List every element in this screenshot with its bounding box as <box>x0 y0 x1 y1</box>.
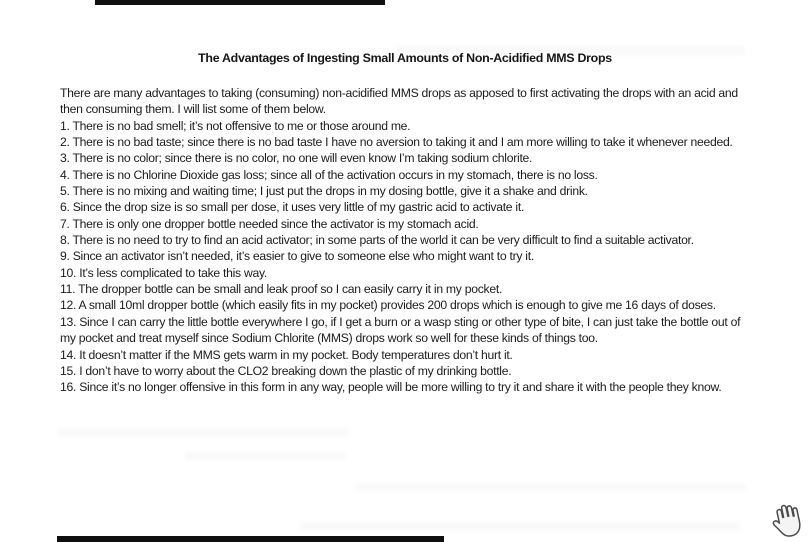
ghost-smudge <box>355 483 745 491</box>
text-line: 16. Since it’s no longer offensive in this form in any way, people will be more willing to try it and share it with the people they know. <box>60 380 722 395</box>
text-line: 7. There is only one dropper bottle needed since the activator is my stomach acid. <box>60 216 479 231</box>
text-line: my pocket and treat myself since Sodium Chlorite (MMS) drops work so well for these kinds of things too. <box>60 331 598 346</box>
text-line: 1. There is no bad smell; it’s not offensive to me or those around me. <box>60 118 411 133</box>
text-line: 4. There is no Chlorine Dioxide gas loss; since all of the activation occurs in my stomach, there is no loss. <box>60 167 598 182</box>
text-line: 6. Since the drop size is so small per dose, it uses very little of my gastric acid to activate it. <box>60 200 525 215</box>
text-line: 2. There is no bad taste; since there is no bad taste I have no aversion to taking it and I am more willing to take it whenever needed. <box>60 135 733 150</box>
ghost-smudge <box>395 46 745 55</box>
page-title: The Advantages of Ingesting Small Amounts of Non-Acidified MMS Drops <box>198 51 612 65</box>
ghost-smudge <box>300 522 740 531</box>
text-line: 11. The dropper bottle can be small and leak proof so I can easily carry it in my pocket. <box>60 282 503 297</box>
text-line: 8. There is no need to try to find an acid activator; in some parts of the world it can be very difficult to find a suitable activator. <box>60 233 694 248</box>
hand-grab-icon <box>770 501 802 541</box>
text-line: 14. It doesn’t matter if the MMS gets warm in my pocket. Body temperatures don’t hurt it. <box>60 347 513 362</box>
text-line: 15. I don’t have to worry about the CLO2 breaking down the plastic of my drinking bottle. <box>60 363 512 378</box>
text-line: then consuming them. I will list some of them below. <box>60 102 326 117</box>
text-line: 9. Since an activator isn’t needed, it’s easier to give to someone else who might want to try it. <box>60 249 534 264</box>
text-line: 3. There is no color; since there is no color, no one will even know I’m taking sodium chlorite. <box>60 151 533 166</box>
bottom-edge-bar <box>57 536 444 542</box>
text-line: There are many advantages to taking (consuming) non-acidified MMS drops as apposed to first activating the drops with an acid and <box>60 86 738 100</box>
top-edge-bar <box>95 0 385 5</box>
text-line: 10. It’s less complicated to take this way. <box>60 265 267 280</box>
document-body <box>60 85 774 396</box>
text-line: 5. There is no mixing and waiting time; I just put the drops in my dosing bottle, give it a shake and drink. <box>60 184 588 199</box>
ghost-smudge <box>58 428 348 437</box>
text-line: 12. A small 10ml dropper bottle (which easily fits in my pocket) provides 200 drops which is enough to give me 16 days of doses. <box>60 298 716 313</box>
ghost-smudge <box>185 452 345 460</box>
text-line: 13. Since I can carry the little bottle everywhere I go, if I get a burn or a wasp sting or other type of bite, I can just take the bottle out of <box>60 314 741 329</box>
